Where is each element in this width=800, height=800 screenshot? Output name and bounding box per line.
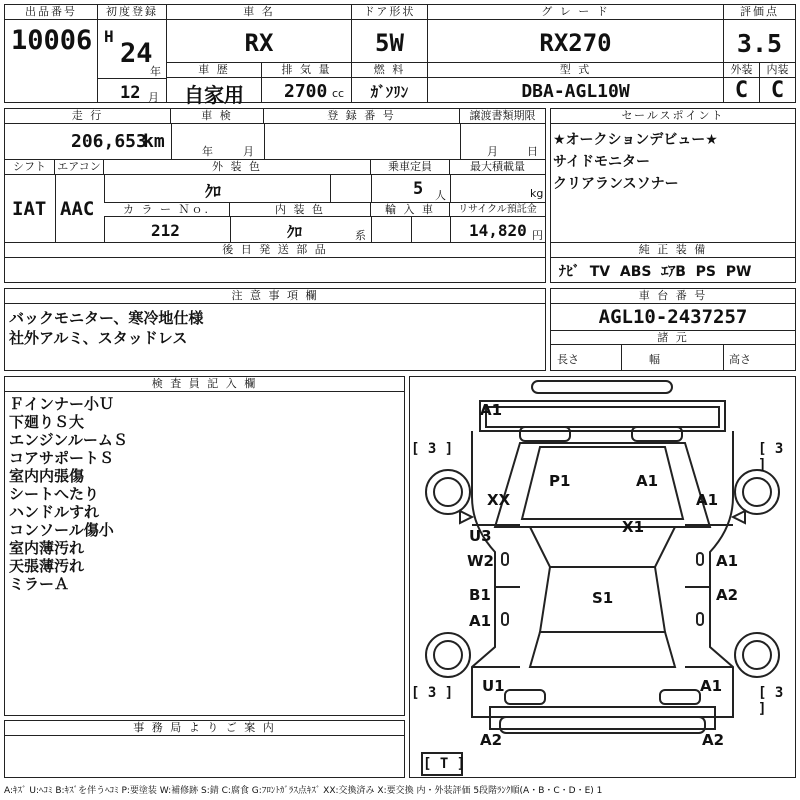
transfer-month-unit: 月	[487, 145, 498, 158]
mark-fl-door-u3: U3	[469, 527, 492, 545]
selling-point-2: サイドモニター	[553, 154, 651, 170]
import-label: 輸 入 車	[371, 203, 450, 217]
chassis-box	[550, 288, 796, 371]
chassis-value: AGL10-2437257	[598, 306, 748, 328]
exterior-score-box	[723, 62, 760, 103]
model-code-label: 型 式	[428, 63, 723, 78]
exterior-score-value: C	[734, 78, 749, 103]
mark-hood-p1: P1	[549, 472, 571, 490]
fuel-box	[351, 62, 428, 103]
car-name-label: 車 名	[167, 5, 351, 20]
grade-label: グ レ ー ド	[428, 5, 723, 20]
fuel-label: 燃 料	[352, 63, 427, 78]
inspection-month-unit: 月	[243, 145, 254, 158]
interior-score-label: 内装	[760, 63, 795, 78]
color-no-value: 212	[151, 221, 180, 240]
mark-fr-door: A1	[716, 552, 739, 570]
door-type-box	[351, 4, 428, 63]
car-name-box	[166, 4, 352, 63]
score-value: 3.5	[736, 29, 783, 58]
month-unit: 月	[148, 91, 159, 104]
inspector-line-3: エンジンルームＳ	[9, 431, 128, 449]
inspector-label: 検 査 員 記 入 欄	[5, 377, 404, 392]
reg-year: 24	[120, 38, 153, 69]
displacement-label: 排 気 量	[262, 63, 351, 78]
history-label: 車 歴	[167, 63, 261, 78]
ext-color-value: ｸﾛ	[205, 182, 222, 201]
fuel-value: ｶﾞｿﾘﾝ	[370, 83, 409, 101]
selling-points-label: セールスポイント	[551, 109, 795, 124]
mark-rear-right: A2	[702, 731, 725, 749]
int-color-unit: 系	[355, 229, 366, 242]
aircon-label: エアコン	[55, 160, 104, 175]
note-line-1: バックモニター、寒冷地仕様	[9, 309, 204, 327]
office-label: 事 務 局 よ り ご 案 内	[5, 721, 404, 736]
inspector-line-8: コンソール傷小	[9, 521, 114, 539]
color-no-label: カ ラ ー Ｎｏ.	[104, 203, 230, 217]
inspector-line-7: ハンドルすれ	[9, 503, 100, 521]
selling-points-box	[550, 108, 796, 243]
model-code-box	[427, 62, 724, 103]
mark-rear-left: A2	[480, 731, 503, 749]
inspector-line-9: 室内薄汚れ	[9, 539, 85, 557]
capacity-value: 5	[413, 179, 424, 199]
first-registration-box	[97, 4, 167, 103]
displacement-unit: cc	[332, 87, 345, 100]
genuine-equip-value: ﾅﾋﾞ TV ABS ｴｱB PS PW	[559, 264, 752, 280]
selling-point-1: ★オークションデビュー★	[553, 132, 718, 148]
first-registration-label: 初度登録	[98, 5, 166, 20]
mark-rr-door: A2	[716, 586, 739, 604]
capacity-label: 乗車定員	[371, 160, 450, 175]
mileage-label: 走 行	[5, 109, 171, 124]
genuine-equip-box	[550, 242, 796, 283]
lot-number-box	[4, 4, 98, 62]
inspector-box	[4, 376, 405, 716]
mileage-unit: km	[143, 131, 165, 152]
mark-fl-fender: XX	[487, 491, 511, 509]
specs-label: 諸 元	[551, 331, 795, 345]
era: H	[104, 27, 114, 46]
legend: A:ｷｽﾞ U:ﾍｺﾐ B:ｷｽﾞを伴うﾍｺﾐ P:要塗装 W:補修跡 S:錆 C:腐食 G:ﾌﾛﾝﾄｶﾞﾗｽ点ｷｽﾞ XX:交換済み X:要交換 内・外装評価 5段階ﾗﾝｸ順(A・B・C・D・E) 1	[4, 786, 603, 796]
door-type-label: ドア形状	[352, 5, 427, 20]
mark-fl-door-w2: W2	[467, 552, 494, 570]
inspector-line-1: Ｆインナー小Ｕ	[9, 395, 115, 413]
car-name-value: RX	[244, 29, 274, 57]
max-load-unit: kg	[530, 187, 544, 200]
mark-rr-quarter: A1	[700, 677, 723, 695]
mark-rl-quarter: U1	[482, 677, 505, 695]
inspector-line-5: 室内内張傷	[9, 467, 85, 485]
displacement-box	[261, 62, 352, 103]
office-box	[4, 720, 405, 778]
tire-fr: [ 3 ]	[758, 441, 784, 473]
aircon-value: AAC	[60, 198, 95, 220]
year-unit: 年	[150, 65, 161, 78]
grade-value: RX270	[539, 29, 612, 57]
interior-score-box	[759, 62, 796, 103]
displacement-value: 2700	[284, 81, 328, 102]
lot-number-value: 10006	[11, 25, 93, 56]
inspection-label: 車 検	[171, 109, 264, 124]
score-label: 評価点	[724, 5, 795, 20]
max-load-label: 最大積載量	[450, 160, 545, 175]
mark-rl-door-a1: A1	[469, 612, 492, 630]
grade-box	[427, 4, 724, 63]
mark-hood-a1: A1	[636, 472, 659, 490]
history-box	[166, 62, 262, 107]
shift-label: シフト	[5, 160, 55, 175]
lot-number-label: 出品番号	[5, 5, 97, 20]
recycle-label: リサイクル預託金	[450, 203, 545, 217]
ext-color-label: 外 装 色	[104, 160, 371, 175]
car-diagram	[410, 377, 795, 777]
inspector-line-11: ミラーＡ	[9, 575, 70, 593]
transfer-deadline-label: 譲渡書類期限	[460, 109, 545, 124]
capacity-unit: 人	[435, 189, 446, 202]
reg-month: 12	[120, 83, 141, 103]
shift-value: IAT	[12, 198, 47, 220]
history-value: 自家用	[184, 83, 244, 107]
spec-width-label: 幅	[649, 353, 660, 366]
notes-label: 注 意 事 項 欄	[5, 289, 545, 304]
inspection-year-unit: 年	[202, 145, 213, 158]
main-info-box	[4, 108, 546, 283]
spec-height-label: 高さ	[729, 353, 751, 366]
score-box	[723, 4, 796, 63]
recycle-value: 14,820	[469, 221, 527, 240]
lot-number-lower	[4, 61, 98, 103]
transfer-day-unit: 日	[527, 145, 538, 158]
mark-rl-door-b1: B1	[469, 586, 491, 604]
inspector-line-4: コアサポートＳ	[9, 449, 115, 467]
int-color-value: ｸﾛ	[287, 223, 303, 241]
interior-score-value: C	[770, 78, 785, 103]
mark-fr-fender: A1	[696, 491, 719, 509]
mark-windshield: X1	[622, 518, 645, 536]
mileage-value: 206,653	[71, 131, 147, 152]
door-type-value: 5W	[375, 29, 404, 57]
int-color-label: 内 装 色	[230, 203, 371, 217]
mark-roof: S1	[592, 589, 614, 607]
notes-box	[4, 288, 546, 371]
exterior-score-label: 外装	[724, 63, 759, 78]
spec-length-label: 長さ	[557, 353, 579, 366]
spare-tire: [ T ]	[423, 756, 466, 772]
mark-front-top: A1	[480, 401, 503, 419]
model-code-value: DBA-AGL10W	[521, 81, 630, 102]
tire-rl: [ 3 ]	[411, 685, 454, 701]
inspector-line-2: 下廻りＳ大	[9, 413, 85, 431]
genuine-equip-label: 純 正 装 備	[551, 243, 795, 258]
note-line-2: 社外アルミ、スタッドレス	[9, 329, 188, 347]
tire-fl: [ 3 ]	[411, 441, 454, 457]
chassis-label: 車 台 番 号	[551, 289, 795, 304]
recycle-unit: 円	[532, 229, 543, 242]
inspector-line-10: 天張薄汚れ	[9, 557, 85, 575]
car-diagram-box	[409, 376, 796, 778]
later-parts-label: 後 日 発 送 部 品	[5, 243, 545, 258]
selling-point-3: クリアランスソナー	[553, 176, 679, 192]
inspector-line-6: シートへたり	[9, 485, 100, 503]
tire-rr: [ 3 ]	[758, 685, 784, 717]
reg-no-label: 登 録 番 号	[264, 109, 460, 124]
